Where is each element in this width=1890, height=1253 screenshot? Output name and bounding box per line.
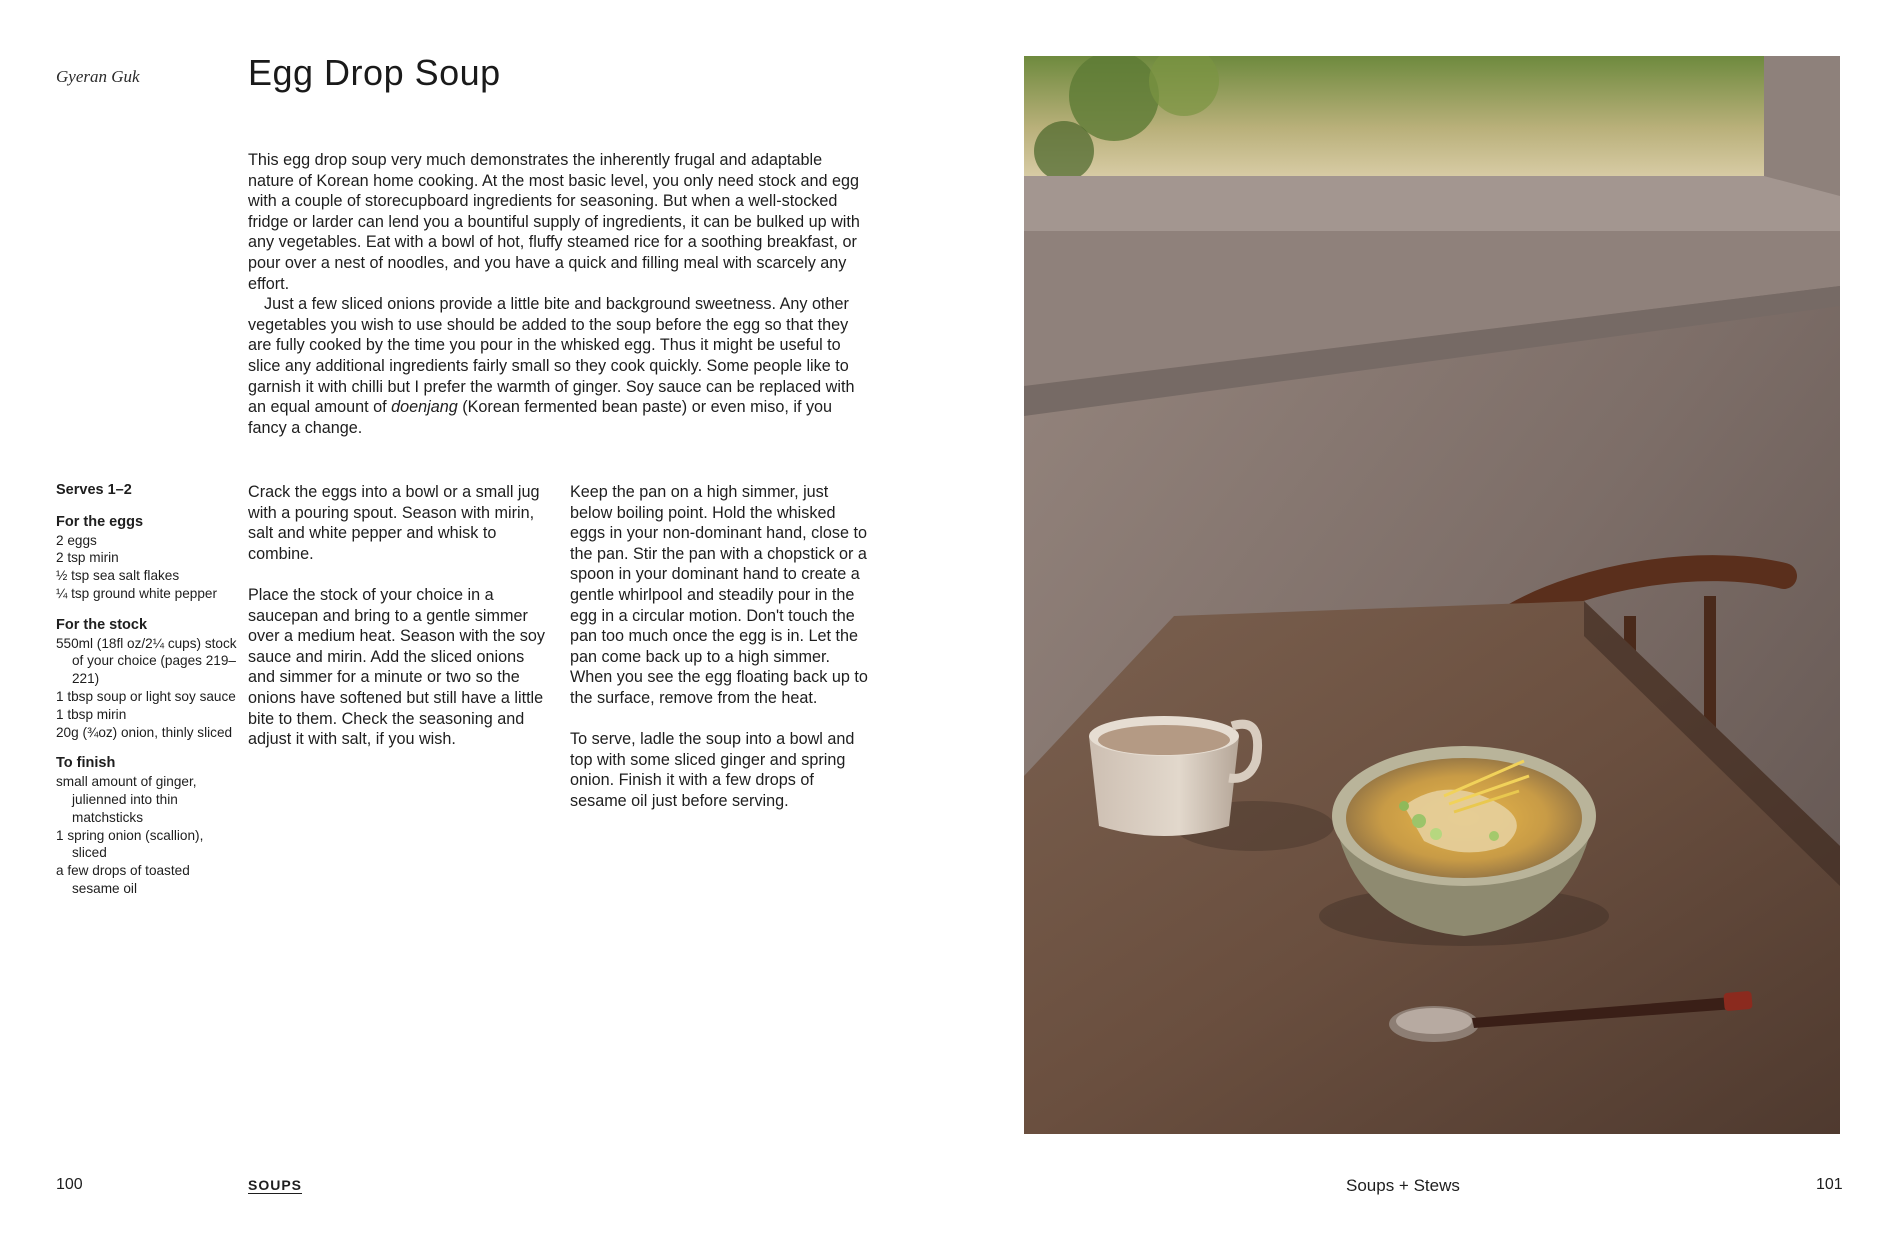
recipe-korean-name: Gyeran Guk	[56, 67, 140, 86]
recipe-intro	[248, 150, 868, 438]
method-column-1	[248, 482, 548, 770]
page-number-right: 101	[1816, 1176, 1843, 1193]
ingredient-item: 20g (¾oz) onion, thinly sliced	[56, 724, 233, 740]
intro-text: Just a few sliced onions provide a little bite and background sweetness. Any other vegetables you wish to use should be added to the soup before the egg so that they are fully cooked by the time you pour in the whisked egg. Thus it might be useful to slice any additional ingredients fairly small so they cook quickly. Some people like to garnish it with chilli but I prefer the warmth of ginger. Soy sauce can be replaced with an equal amount of	[248, 295, 855, 417]
soup-photo-illustration	[1024, 56, 1840, 1134]
ingredient-item: 1 spring onion (scallion), sliced	[56, 827, 204, 861]
method-step: Crack the eggs into a bowl or a small jug with a pouring spout. Season with mirin, salt and white pepper and whisk to combine.	[248, 483, 540, 563]
ingredient-item: ½ tsp sea salt flakes	[56, 568, 180, 584]
ingredients-panel	[56, 482, 241, 912]
ingredient-item: a few drops of toasted sesame oil	[56, 863, 190, 896]
intro-paragraph-1: This egg drop soup very much demonstrates the inherently frugal and adaptable nature of Korean home cooking. At the most basic level, you only need stock and egg with a couple of storecupboard ingredients for seasoning. But when a well-stocked fridge or larder can lend you a bountiful supply of ingredients, it can be bulked up with any vegetables. Eat with a bowl of hot, fluffy steamed rice for a soothing breakfast, or pour over a nest of noodles, and you have a quick and filling meal with scarcely any effort.	[248, 151, 860, 293]
recipe-title: Egg Drop Soup	[248, 52, 501, 93]
intro-paragraph-2	[248, 294, 868, 438]
ingredient-item: 2 eggs	[56, 532, 97, 548]
ingredient-list-finish	[56, 773, 241, 898]
method-step: Keep the pan on a high simmer, just below boiling point. Hold the whisked eggs in your non-dominant hand, close to the pan. Stir the pan with a chopstick or a spoon in your dominant hand to create a gentle whirlpool and steadily pour in the egg in a circular motion. Don't touch the pan too much once the egg is in. Let the pan come back up to a high simmer. When you see the egg floating back up to the surface, remove from the heat.	[570, 483, 868, 707]
intro-italic-term: doenjang	[391, 398, 458, 417]
section-label: SOUPS	[248, 1177, 303, 1193]
method-step: Place the stock of your choice in a saucepan and bring to a gentle simmer over a medium heat. Season with the soy sauce and mirin. Add the sliced onions and simmer for a minute or two so the onions have softened but still have a little bite to them. Check the seasoning and adjust it with salt, if you wish.	[248, 585, 545, 749]
ingredient-item: 550ml (18fl oz/2¼ cups) stock of your choice (pages 219–221)	[56, 635, 237, 687]
soup-photo	[1024, 56, 1840, 1134]
serves-label: Serves 1–2	[56, 482, 132, 498]
ingredient-list-eggs	[56, 532, 241, 603]
ingredient-item: ¼ tsp ground white pepper	[56, 585, 217, 601]
ingredient-item: small amount of ginger, julienned into thin matchsticks	[56, 774, 197, 825]
ingredient-list-stock	[56, 635, 241, 742]
page-number-left: 100	[56, 1176, 83, 1193]
ingredient-item: 2 tsp mirin	[56, 550, 119, 566]
ingredient-group-heading: To finish	[56, 755, 116, 772]
ingredient-group-heading: For the eggs	[56, 513, 144, 530]
ingredient-item: 1 tbsp soup or light soy sauce	[56, 688, 236, 704]
method-step: To serve, ladle the soup into a bowl and top with some sliced ginger and spring onion. Finish it with a few drops of sesame oil just before serving.	[570, 730, 855, 810]
ingredient-item: 1 tbsp mirin	[56, 706, 127, 722]
intro-text: (Korean fermented bean paste) or even miso, if you fancy a change.	[248, 398, 833, 437]
method-column-2	[570, 482, 870, 832]
ingredient-group-heading: For the stock	[56, 616, 148, 633]
running-head: Soups + Stews	[1346, 1176, 1460, 1195]
